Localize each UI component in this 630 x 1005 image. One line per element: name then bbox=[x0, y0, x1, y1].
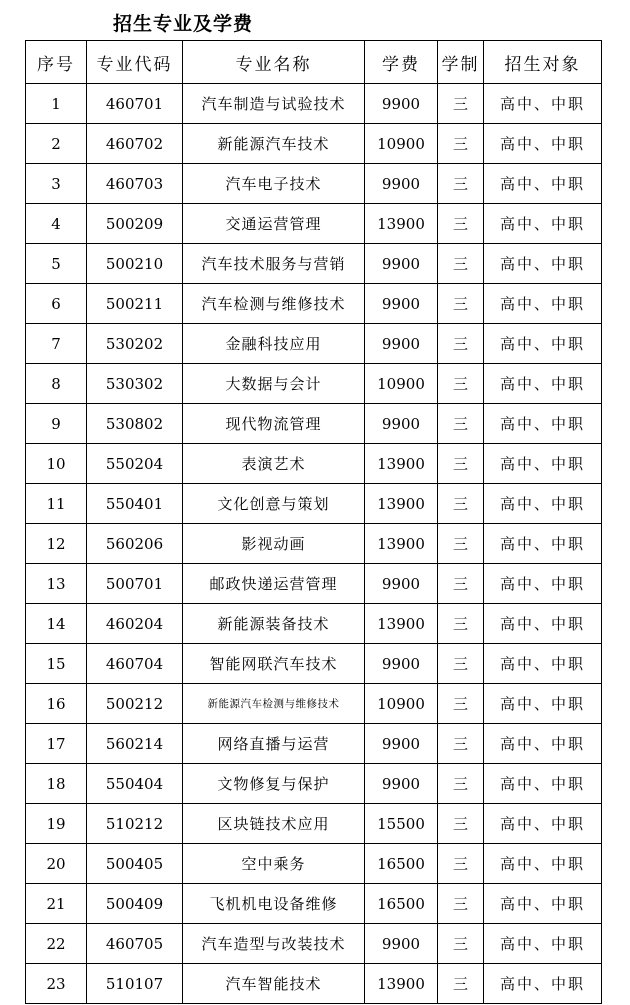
cell-index: 15 bbox=[26, 644, 87, 684]
cell-fee: 9900 bbox=[365, 164, 438, 204]
cell-fee: 16500 bbox=[365, 844, 438, 884]
table-row bbox=[26, 204, 602, 244]
cell-name: 新能源汽车技术 bbox=[183, 124, 365, 164]
cell-code: 500209 bbox=[87, 204, 183, 244]
cell-name: 汽车检测与维修技术 bbox=[183, 284, 365, 324]
table-row bbox=[26, 604, 602, 644]
cell-fee: 9900 bbox=[365, 324, 438, 364]
cell-code: 460701 bbox=[87, 84, 183, 124]
cell-fee: 9900 bbox=[365, 564, 438, 604]
cell-name: 汽车制造与试验技术 bbox=[183, 84, 365, 124]
table-row bbox=[26, 564, 602, 604]
cell-code: 500405 bbox=[87, 844, 183, 884]
cell-index: 23 bbox=[26, 964, 87, 1004]
cell-index: 2 bbox=[26, 124, 87, 164]
cell-duration: 三 bbox=[438, 644, 484, 684]
cell-target: 高中、中职 bbox=[484, 484, 602, 524]
cell-index: 21 bbox=[26, 884, 87, 924]
cell-name: 金融科技应用 bbox=[183, 324, 365, 364]
cell-code: 530802 bbox=[87, 404, 183, 444]
cell-duration: 三 bbox=[438, 244, 484, 284]
cell-fee: 16500 bbox=[365, 884, 438, 924]
cell-fee: 9900 bbox=[365, 404, 438, 444]
cell-name: 文物修复与保护 bbox=[183, 764, 365, 804]
cell-index: 17 bbox=[26, 724, 87, 764]
cell-duration: 三 bbox=[438, 844, 484, 884]
cell-name: 空中乘务 bbox=[183, 844, 365, 884]
cell-code: 460702 bbox=[87, 124, 183, 164]
cell-duration: 三 bbox=[438, 284, 484, 324]
cell-duration: 三 bbox=[438, 84, 484, 124]
cell-duration: 三 bbox=[438, 884, 484, 924]
cell-index: 7 bbox=[26, 324, 87, 364]
cell-index: 13 bbox=[26, 564, 87, 604]
header-target: 招生对象 bbox=[484, 41, 602, 84]
table-row bbox=[26, 764, 602, 804]
cell-code: 500210 bbox=[87, 244, 183, 284]
cell-code: 560206 bbox=[87, 524, 183, 564]
cell-name: 交通运营管理 bbox=[183, 204, 365, 244]
cell-code: 530202 bbox=[87, 324, 183, 364]
cell-duration: 三 bbox=[438, 684, 484, 724]
cell-index: 19 bbox=[26, 804, 87, 844]
table-row bbox=[26, 724, 602, 764]
cell-duration: 三 bbox=[438, 124, 484, 164]
tuition-table bbox=[25, 40, 602, 1004]
cell-fee: 9900 bbox=[365, 244, 438, 284]
cell-duration: 三 bbox=[438, 724, 484, 764]
cell-target: 高中、中职 bbox=[484, 524, 602, 564]
cell-index: 9 bbox=[26, 404, 87, 444]
cell-name: 区块链技术应用 bbox=[183, 804, 365, 844]
cell-name: 飞机机电设备维修 bbox=[183, 884, 365, 924]
cell-duration: 三 bbox=[438, 564, 484, 604]
cell-target: 高中、中职 bbox=[484, 404, 602, 444]
cell-target: 高中、中职 bbox=[484, 324, 602, 364]
cell-fee: 9900 bbox=[365, 724, 438, 764]
cell-target: 高中、中职 bbox=[484, 204, 602, 244]
table-row bbox=[26, 404, 602, 444]
cell-fee: 9900 bbox=[365, 924, 438, 964]
cell-fee: 13900 bbox=[365, 204, 438, 244]
cell-code: 560214 bbox=[87, 724, 183, 764]
cell-index: 1 bbox=[26, 84, 87, 124]
cell-fee: 9900 bbox=[365, 764, 438, 804]
cell-duration: 三 bbox=[438, 804, 484, 844]
table-row bbox=[26, 364, 602, 404]
cell-index: 16 bbox=[26, 684, 87, 724]
cell-target: 高中、中职 bbox=[484, 724, 602, 764]
cell-fee: 13900 bbox=[365, 604, 438, 644]
cell-code: 550401 bbox=[87, 484, 183, 524]
cell-duration: 三 bbox=[438, 484, 484, 524]
cell-name: 邮政快递运营管理 bbox=[183, 564, 365, 604]
table-row bbox=[26, 444, 602, 484]
table-row bbox=[26, 164, 602, 204]
cell-duration: 三 bbox=[438, 524, 484, 564]
table-header bbox=[26, 41, 602, 84]
cell-fee: 13900 bbox=[365, 444, 438, 484]
table-row bbox=[26, 484, 602, 524]
cell-target: 高中、中职 bbox=[484, 684, 602, 724]
cell-name: 新能源装备技术 bbox=[183, 604, 365, 644]
cell-duration: 三 bbox=[438, 204, 484, 244]
cell-code: 550204 bbox=[87, 444, 183, 484]
cell-name: 新能源汽车检测与维修技术 bbox=[183, 684, 365, 724]
cell-name: 汽车造型与改装技术 bbox=[183, 924, 365, 964]
cell-target: 高中、中职 bbox=[484, 604, 602, 644]
header-code: 专业代码 bbox=[87, 41, 183, 84]
cell-code: 460204 bbox=[87, 604, 183, 644]
cell-target: 高中、中职 bbox=[484, 284, 602, 324]
cell-target: 高中、中职 bbox=[484, 164, 602, 204]
cell-index: 5 bbox=[26, 244, 87, 284]
page-title: 招生专业及学费 bbox=[113, 13, 254, 35]
cell-duration: 三 bbox=[438, 604, 484, 644]
cell-duration: 三 bbox=[438, 404, 484, 444]
cell-code: 500409 bbox=[87, 884, 183, 924]
table-row bbox=[26, 884, 602, 924]
cell-code: 500212 bbox=[87, 684, 183, 724]
cell-code: 550404 bbox=[87, 764, 183, 804]
table-row bbox=[26, 804, 602, 844]
cell-name: 现代物流管理 bbox=[183, 404, 365, 444]
table-row bbox=[26, 924, 602, 964]
cell-name: 汽车智能技术 bbox=[183, 964, 365, 1004]
cell-code: 460704 bbox=[87, 644, 183, 684]
table-row bbox=[26, 284, 602, 324]
cell-code: 500701 bbox=[87, 564, 183, 604]
cell-fee: 13900 bbox=[365, 964, 438, 1004]
cell-name: 影视动画 bbox=[183, 524, 365, 564]
table-row bbox=[26, 844, 602, 884]
table-row bbox=[26, 524, 602, 564]
cell-name: 汽车技术服务与营销 bbox=[183, 244, 365, 284]
cell-index: 3 bbox=[26, 164, 87, 204]
cell-fee: 10900 bbox=[365, 124, 438, 164]
cell-target: 高中、中职 bbox=[484, 644, 602, 684]
header-fee: 学费 bbox=[365, 41, 438, 84]
cell-index: 8 bbox=[26, 364, 87, 404]
cell-duration: 三 bbox=[438, 324, 484, 364]
cell-index: 14 bbox=[26, 604, 87, 644]
table-row bbox=[26, 124, 602, 164]
cell-code: 460703 bbox=[87, 164, 183, 204]
cell-duration: 三 bbox=[438, 164, 484, 204]
cell-target: 高中、中职 bbox=[484, 804, 602, 844]
cell-target: 高中、中职 bbox=[484, 964, 602, 1004]
table-row bbox=[26, 244, 602, 284]
cell-name: 智能网联汽车技术 bbox=[183, 644, 365, 684]
cell-target: 高中、中职 bbox=[484, 564, 602, 604]
cell-target: 高中、中职 bbox=[484, 844, 602, 884]
cell-name: 文化创意与策划 bbox=[183, 484, 365, 524]
header-name: 专业名称 bbox=[183, 41, 365, 84]
cell-fee: 9900 bbox=[365, 284, 438, 324]
cell-fee: 10900 bbox=[365, 364, 438, 404]
cell-code: 530302 bbox=[87, 364, 183, 404]
header-index: 序号 bbox=[26, 41, 87, 84]
cell-fee: 13900 bbox=[365, 524, 438, 564]
cell-target: 高中、中职 bbox=[484, 444, 602, 484]
cell-target: 高中、中职 bbox=[484, 244, 602, 284]
table-row bbox=[26, 684, 602, 724]
cell-name: 汽车电子技术 bbox=[183, 164, 365, 204]
cell-target: 高中、中职 bbox=[484, 124, 602, 164]
cell-duration: 三 bbox=[438, 924, 484, 964]
cell-index: 12 bbox=[26, 524, 87, 564]
cell-duration: 三 bbox=[438, 964, 484, 1004]
cell-index: 22 bbox=[26, 924, 87, 964]
cell-target: 高中、中职 bbox=[484, 84, 602, 124]
cell-code: 460705 bbox=[87, 924, 183, 964]
cell-index: 10 bbox=[26, 444, 87, 484]
table-row bbox=[26, 324, 602, 364]
cell-index: 11 bbox=[26, 484, 87, 524]
cell-target: 高中、中职 bbox=[484, 884, 602, 924]
cell-target: 高中、中职 bbox=[484, 924, 602, 964]
cell-index: 18 bbox=[26, 764, 87, 804]
cell-fee: 10900 bbox=[365, 684, 438, 724]
cell-name: 大数据与会计 bbox=[183, 364, 365, 404]
header-row bbox=[26, 41, 602, 84]
cell-fee: 9900 bbox=[365, 644, 438, 684]
cell-target: 高中、中职 bbox=[484, 364, 602, 404]
header-duration: 学制 bbox=[438, 41, 484, 84]
cell-index: 4 bbox=[26, 204, 87, 244]
cell-code: 510107 bbox=[87, 964, 183, 1004]
cell-code: 510212 bbox=[87, 804, 183, 844]
cell-code: 500211 bbox=[87, 284, 183, 324]
table-row bbox=[26, 964, 602, 1004]
cell-duration: 三 bbox=[438, 364, 484, 404]
cell-fee: 15500 bbox=[365, 804, 438, 844]
table-body bbox=[26, 84, 602, 1004]
cell-duration: 三 bbox=[438, 444, 484, 484]
cell-fee: 13900 bbox=[365, 484, 438, 524]
cell-target: 高中、中职 bbox=[484, 764, 602, 804]
cell-duration: 三 bbox=[438, 764, 484, 804]
cell-fee: 9900 bbox=[365, 84, 438, 124]
cell-name: 网络直播与运营 bbox=[183, 724, 365, 764]
cell-name: 表演艺术 bbox=[183, 444, 365, 484]
table-row bbox=[26, 84, 602, 124]
cell-index: 6 bbox=[26, 284, 87, 324]
table-row bbox=[26, 644, 602, 684]
cell-index: 20 bbox=[26, 844, 87, 884]
